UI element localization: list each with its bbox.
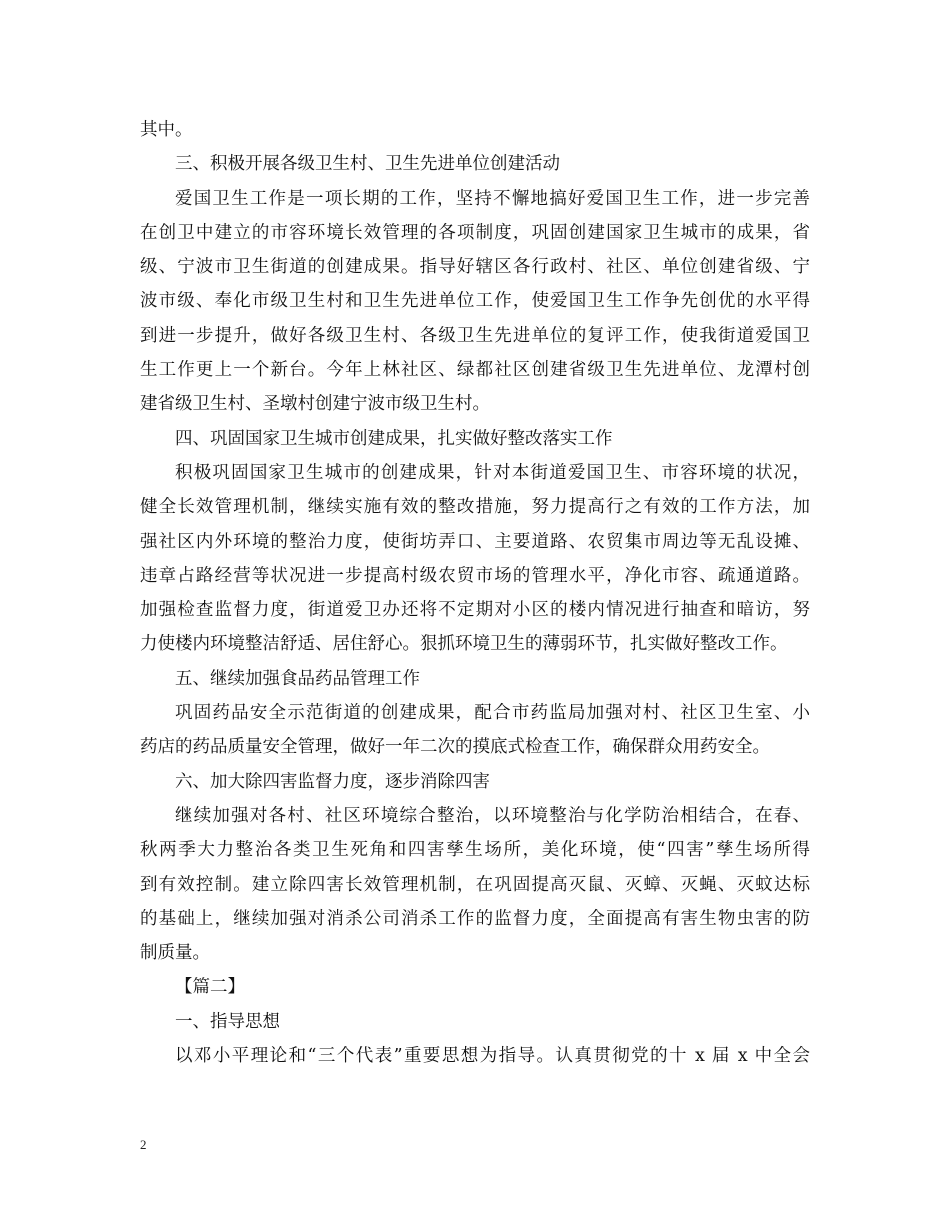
text-line: 制质量。: [140, 943, 210, 964]
text-line: 级、宁波市卫生街道的创建成果。指导好辖区各行政村、社区、单位创建省级、宁: [140, 257, 810, 278]
text-line: 爱国卫生工作是一项长期的工作，坚持不懈地搞好爱国卫生工作，进一步完善: [175, 188, 810, 209]
text-line: 加强检查监督力度，街道爱卫办还将不定期对小区的楼内情况进行抽查和暗访，努: [140, 600, 810, 621]
text-line: 到进一步提升，做好各级卫生村、各级卫生先进单位的复评工作，使我街道爱国卫: [140, 325, 810, 346]
text-line: 药店的药品质量安全管理，做好一年二次的摸底式检查工作，确保群众用药安全。: [140, 737, 770, 758]
text-line: 巩固药品安全示范街道的创建成果，配合市药监局加强对村、社区卫生室、小: [175, 703, 810, 724]
text-line: 强社区内外环境的整治力度，使街坊弄口、主要道路、农贸集市周边等无乱设摊、: [140, 531, 810, 552]
text-line: 到有效控制。建立除四害长效管理机制，在巩固提高灭鼠、灭蟑、灭蝇、灭蚊达标: [140, 874, 810, 895]
text-line: 健全长效管理机制，继续实施有效的整改措施，努力提高行之有效的工作方法，加: [140, 497, 810, 518]
section-heading-1: 一、指导思想: [175, 1011, 280, 1032]
text-line: 波市级、奉化市级卫生村和卫生先进单位工作，使爱国卫生工作争先创优的水平得: [140, 291, 810, 312]
section-heading-5: 五、继续加强食品药品管理工作: [175, 668, 420, 689]
text-line: 其中。: [140, 120, 193, 140]
text-line: 在创卫中建立的市容环境长效管理的各项制度，巩固创建国家卫生城市的成果，省: [140, 222, 810, 243]
text-line: 生工作更上一个新台。今年上林社区、绿都社区创建省级卫生先进单位、龙潭村创: [140, 360, 810, 381]
document-body: [140, 113, 810, 1073]
text-line: 建省级卫生村、圣墩村创建宁波市级卫生村。: [140, 394, 490, 415]
text-line: 的基础上，继续加强对消杀公司消杀工作的监督力度，全面提高有害生物虫害的防: [140, 908, 810, 929]
text-line: 力使楼内环境整洁舒适、居住舒心。狠抓环境卫生的薄弱环节，扎实做好整改工作。: [140, 634, 788, 655]
section-heading-4: 四、巩固国家卫生城市创建成果，扎实做好整改落实工作: [175, 428, 613, 449]
text-line: 以邓小平理论和“三个代表”重要思想为指导。认真贯彻党的十 x 届 x 中全会: [175, 1046, 810, 1067]
text-line: 违章占路经营等状况进一步提高村级农贸市场的管理水平，净化市容、疏通道路。: [140, 565, 810, 586]
page-number: 2: [140, 1137, 147, 1152]
text-line: 积极巩固国家卫生城市的创建成果，针对本街道爱国卫生、市容环境的状况，: [175, 462, 810, 483]
text-line: 秋两季大力整治各类卫生死角和四害孳生场所，美化环境，使“四害”孳生场所得: [140, 840, 810, 861]
part-heading: 【篇二】: [175, 977, 245, 998]
section-heading-3: 三、积极开展各级卫生村、卫生先进单位创建活动: [175, 154, 560, 175]
text-line: 继续加强对各村、社区环境综合整治，以环境整治与化学防治相结合，在春、: [175, 805, 810, 826]
section-heading-6: 六、加大除四害监督力度，逐步消除四害: [175, 771, 490, 792]
